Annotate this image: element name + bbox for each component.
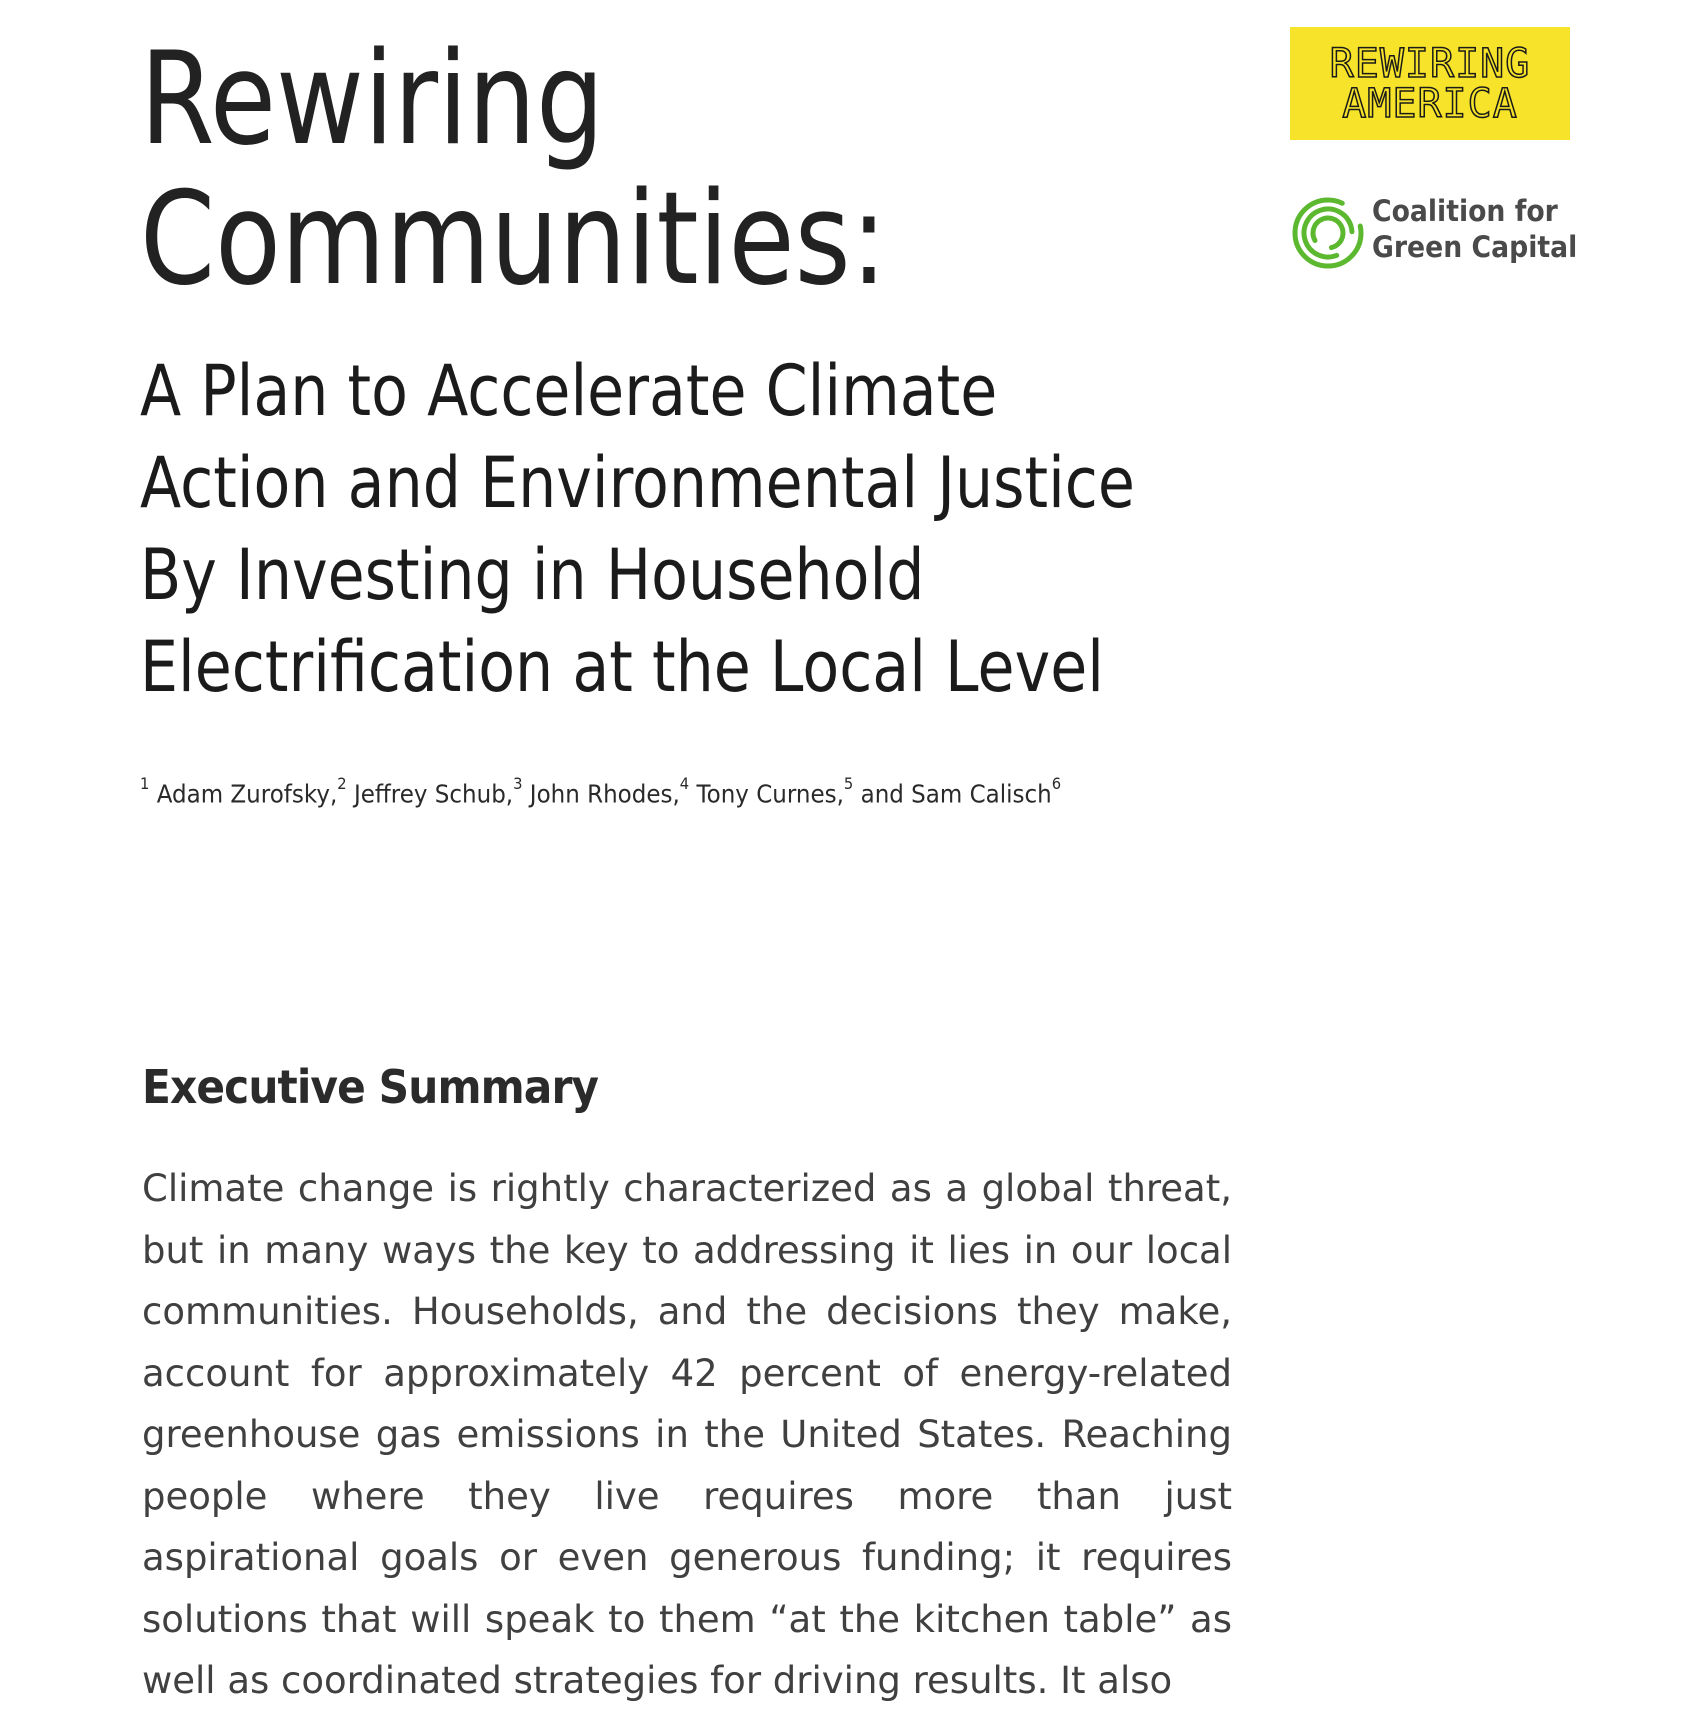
logo-text-line-1: Coalition for <box>1372 194 1558 228</box>
executive-summary-body: Climate change is rightly characterized as a global threat, but in many ways the key to addressing it lies in our local communities. Households, and the decisions they make, account for approximately 42 percent of energy-related greenhouse gas emissions in the United States. Reaching people where they live requires more than just aspirational goals or even generous funding; it requires solutions that will speak to them “at the kitchen table” as well as coordinated strategies for driving results. It also <box>142 1167 1232 1702</box>
author-footnote-3[interactable]: 3 <box>513 774 523 793</box>
author-name: John Rhodes, <box>529 779 680 809</box>
logo-text-line-1: REWIRING <box>1329 40 1531 87</box>
title-line-1: Rewiring <box>140 25 605 174</box>
author-footnote-1[interactable]: 1 <box>140 774 150 793</box>
author-list <box>140 774 1062 809</box>
subtitle-line-3: By Investing in Household <box>140 534 925 616</box>
coalition-green-capital-logo <box>1290 193 1580 273</box>
author-name: Jeffrey Schub, <box>353 779 514 809</box>
subtitle-line-2: Action and Environmental Justice <box>140 442 1135 524</box>
subtitle-line-1: A Plan to Accelerate Climate <box>140 350 998 432</box>
author-name: Tony Curnes, <box>696 779 844 809</box>
logo-text-line-2: Green Capital <box>1372 230 1578 264</box>
logo-text <box>1372 193 1577 265</box>
subtitle-line-4: Electrification at the Local Level <box>140 626 1104 708</box>
author-footnote-5[interactable]: 5 <box>843 774 854 793</box>
title-line-2: Communities: <box>140 165 887 314</box>
author-footnote-4[interactable]: 4 <box>679 774 690 793</box>
executive-summary-heading: Executive Summary <box>142 1060 599 1114</box>
author-name: and Sam Calisch <box>860 779 1052 809</box>
logo-text-line-2: AMERICA <box>1342 80 1518 127</box>
green-circle-icon <box>1290 193 1366 273</box>
author-footnote-2[interactable]: 2 <box>337 774 347 793</box>
author-footnote-6[interactable]: 6 <box>1051 774 1062 793</box>
document-subtitle <box>140 345 1135 713</box>
author-name: Adam Zurofsky, <box>156 779 338 809</box>
document-title <box>140 25 887 314</box>
rewiring-america-logo <box>1290 27 1570 140</box>
